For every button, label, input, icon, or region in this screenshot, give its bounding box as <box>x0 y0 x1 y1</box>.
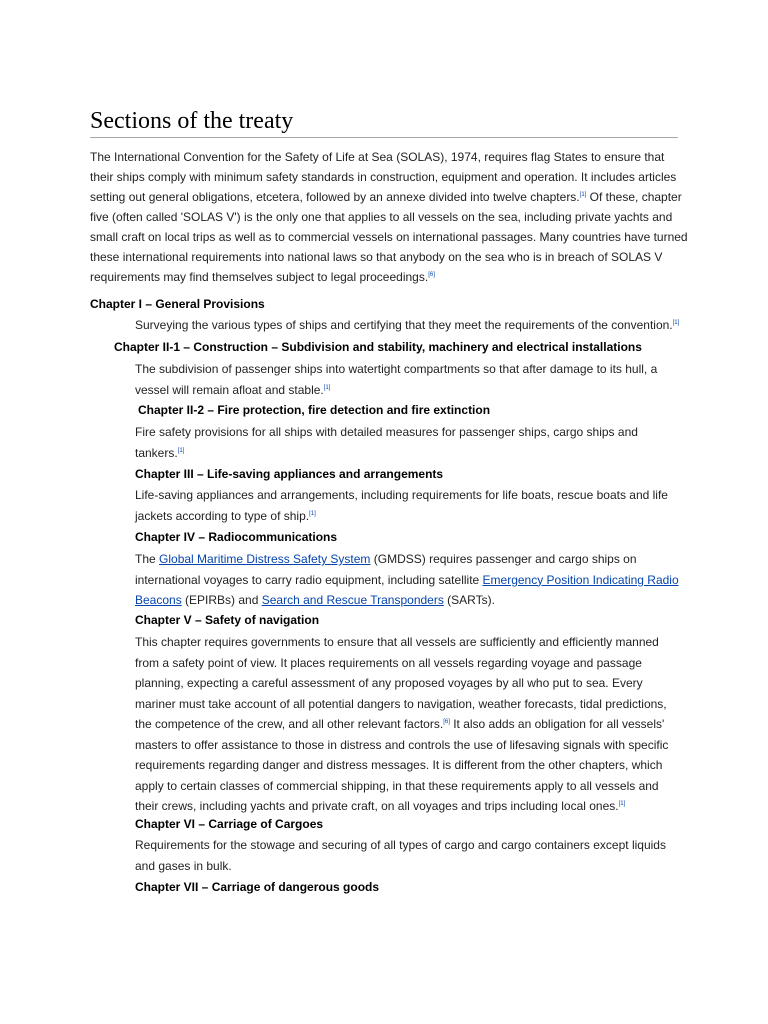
footnote-ref[interactable]: [6] <box>428 272 435 278</box>
chapter-4-text-1: The <box>135 552 160 566</box>
chapter-2-2-heading: Chapter II-2 – Fire protection, fire detection and fire extinction <box>138 403 491 417</box>
footnote-ref[interactable]: [1] <box>579 192 587 198</box>
footnote-ref[interactable]: [6] <box>443 719 450 725</box>
epirb-link[interactable]: Emergency Position Indicating Radio Beacons <box>135 572 679 607</box>
gmdss-link[interactable]: Global Maritime Distress Safety System <box>159 552 371 566</box>
intro-text-2: Of these, chapter five (often called 'SOLAS V') is the only one that applies to all vessels on the sea, including private yachts and small craft on local trips as well as to commercial vessels on international passages. Many countries have turned these international requirements into national laws so that anybody on the sea who is in breach of SOLAS V requirements may find themselves subject to legal proceedings. <box>90 190 688 284</box>
chapter-1-body: Surveying the various types of ships and certifying that they meet the requirements of the convention. <box>135 318 673 332</box>
footnote-ref[interactable]: [1] <box>309 510 316 517</box>
chapter-4-text <box>135 549 683 611</box>
chapter-5-text-1: This chapter requires governments to ensure that all vessels are sufficiently and efficiently manned from a safety point of view. It places requirements on all vessels regarding voyage and passage planning, expecting a careful assessment of any proposed voyages by all who put to sea. Every mariner must take account of all potential dangers to navigation, weather forecasts, tidal predictions, the competence of the crew, and all other relevant factors. <box>135 635 667 731</box>
chapter-4-heading: Chapter IV – Radiocommunications <box>135 530 338 544</box>
chapter-2-1-text <box>135 359 675 400</box>
chapter-2-2-body: Fire safety provisions for all ships with detailed measures for passenger ships, cargo ships and tankers. <box>135 425 638 460</box>
footnote-ref[interactable]: [1] <box>618 801 626 807</box>
footnote-ref[interactable]: [1] <box>177 447 185 454</box>
chapter-3-text <box>135 485 675 526</box>
chapter-4-text-4: (SARTs). <box>443 593 495 607</box>
chapter-5-text <box>135 632 675 817</box>
chapter-2-1-heading: Chapter II-1 – Construction – Subdivision and stability, machinery and electrical installations <box>114 340 642 354</box>
chapter-5-text-2: It also adds an obligation for all vessels' masters to offer assistance to those in distress and controls the use of lifesaving signals with specific requirements regarding danger and distress messages. It is different from the other chapters, which apply to certain classes of commercial shipping, in that these requirements apply to all vessels and their crews, including yachts and private craft, on all voyages and trips including local ones. <box>135 717 669 813</box>
sart-link[interactable]: Search and Rescue Transponders <box>261 593 444 607</box>
chapter-6-text: Requirements for the stowage and securing of all types of cargo and cargo containers except liquids and gases in bulk. <box>135 838 666 873</box>
chapter-4-text-3: (EPIRBs) and <box>181 593 262 607</box>
footnote-ref[interactable]: [1] <box>323 384 331 391</box>
chapter-2-1-body: The subdivision of passenger ships into watertight compartments so that after damage to its hull, a vessel will remain afloat and stable. <box>135 362 658 397</box>
chapter-4-text-2: (GMDSS) requires passenger and cargo ships on international voyages to carry radio equipment, including satellite <box>135 552 637 587</box>
chapter-2-2-text <box>135 422 665 463</box>
chapter-1-text <box>135 315 695 336</box>
chapter-3-heading: Chapter III – Life-saving appliances and arrangements <box>135 467 444 481</box>
page-title: Sections of the treaty <box>90 108 294 134</box>
chapter-6-heading: Chapter VI – Carriage of Cargoes <box>135 817 324 831</box>
chapter-7-heading: Chapter VII – Carriage of dangerous goods <box>135 880 380 894</box>
footnote-ref[interactable]: [1] <box>672 320 680 326</box>
intro-text-1: The International Convention for the Safety of Life at Sea (SOLAS), 1974, requires flag States to ensure that their ships comply with minimum safety standards in construction, equipment and operation. It includes articles setting out general obligations, etcetera, followed by an annexe divided into twelve chapters. <box>90 150 677 204</box>
chapter-3-body: Life-saving appliances and arrangements, including requirements for life boats, rescue boats and life jackets according to type of ship. <box>135 488 668 523</box>
intro-paragraph <box>90 147 690 287</box>
chapter-5-heading: Chapter V – Safety of navigation <box>135 613 320 627</box>
chapter-1-heading: Chapter I – General Provisions <box>90 297 265 311</box>
title-divider <box>90 137 678 138</box>
